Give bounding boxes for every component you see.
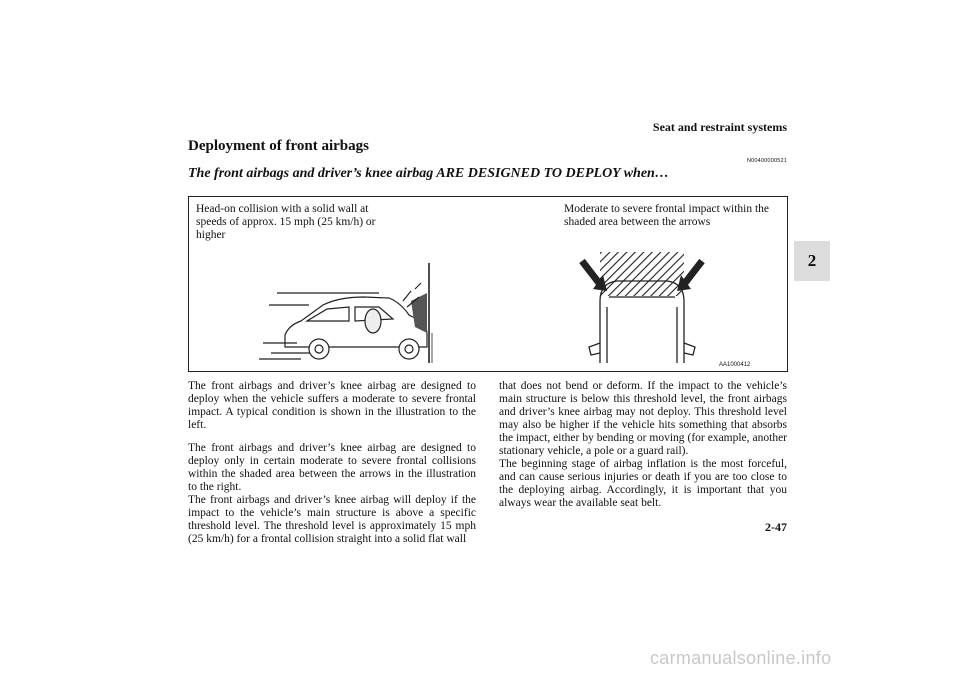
body-column-left [188,380,476,546]
running-header: Seat and restraint systems [652,120,787,134]
body-paragraph: The beginning stage of airbag inflation is the most forceful, and can cause serious injuries or death if you are too close to the deploying airbag. Accordingly, it is important that you always wear the available seat belt. [499,458,787,509]
reference-code: N00400000521 [746,158,787,164]
figure-box [188,196,788,372]
body-paragraph: The front airbags and driver’s knee airbag are designed to deploy when the vehicle suffers a moderate to severe frontal impact. A typical condition is shown in the illustration to the left. [188,380,476,431]
car-side-collision-illustration [259,263,432,363]
figure-caption-left: Head-on collision with a solid wall at speeds of approx. 15 mph (25 km/h) or higher [196,203,376,241]
section-subheading: The front airbags and driver’s knee airbag ARE DESIGNED TO DEPLOY when… [188,166,669,181]
watermark: carmanualsonline.info [650,648,832,668]
page-number: 2-47 [765,520,787,534]
body-paragraph: The front airbags and driver’s knee airbag will deploy if the impact to the vehicle’s main structure is above a specific threshold level. The threshold level is approximately 15 mph (25 km/h) for a frontal collision straight into a solid flat wall [188,494,476,545]
chapter-tab-number: 2 [807,251,817,270]
body-paragraph: The front airbags and driver’s knee airbag are designed to deploy only in certain moderate to severe frontal collisions within the shaded area between the arrows in the illustration to the right. [188,442,476,493]
figure-caption-right: Moderate to severe frontal impact within the shaded area between the arrows [564,203,770,228]
chapter-tab [794,241,830,281]
section-heading: Deployment of front airbags [188,138,369,154]
body-column-right [499,380,787,510]
figure-code: AA1000412 [719,362,751,368]
car-top-view-illustration [589,252,695,363]
body-paragraph: that does not bend or deform. If the impact to the vehicle’s main structure is below this threshold level, the front airbags and driver’s knee airbag may not deploy. This threshold level may also be higher if the vehicle hits something that absorbs the impact, either by bending or moving (for example, another stationary vehicle, a pole or a guard rail). [499,380,787,457]
